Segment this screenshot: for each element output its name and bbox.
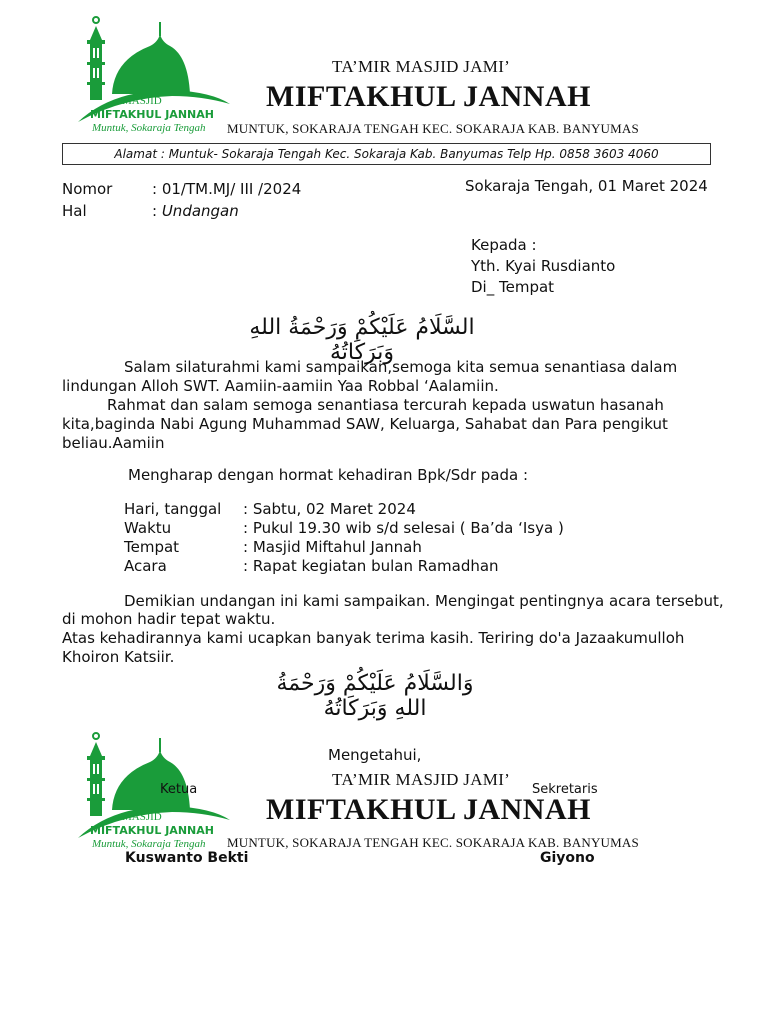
event-label-waktu: Waktu	[124, 519, 172, 537]
stamp-org-location: MUNTUK, SOKARAJA TENGAH KEC. SOKARAJA KAB. BANYUMAS	[227, 835, 639, 850]
recipient-line2: Yth. Kyai Rusdianto	[471, 257, 616, 275]
stamp-text-masjid: MASJID	[122, 811, 162, 823]
org-location: MUNTUK, SOKARAJA TENGAH KEC. SOKARAJA KAB. BANYUMAS	[227, 121, 639, 136]
hal-separator: :	[152, 202, 162, 220]
body-p2-line2: kita,baginda Nabi Agung Muhammad SAW, Keluarga, Sahabat dan Para pengikut	[62, 415, 668, 433]
nomor-label: Nomor	[62, 180, 113, 198]
ketua-name: Kuswanto Bekti	[125, 850, 249, 866]
hal-value-row	[152, 202, 239, 221]
closing-line2: di mohon hadir tepat waktu.	[62, 610, 276, 628]
mosque-stamp	[72, 728, 232, 858]
salam-closing: وَالسَّلَامُ عَلَيْكُمْ وَرَحْمَةُ اللهِ وَبَرَكَاتُهُ	[276, 671, 474, 721]
stamp-text-place: Muntuk, Sokaraja Tengah	[92, 838, 206, 850]
logo-text-masjid: MASJID	[122, 95, 162, 107]
org-line1: TA’MIR MASJID JAMI’	[332, 57, 511, 76]
sekretaris-name: Giyono	[540, 850, 595, 866]
place-date: Sokaraja Tengah, 01 Maret 2024	[465, 177, 708, 195]
hal-value: Undangan	[161, 202, 239, 220]
salam-opening: السَّلَامُ عَلَيْكُمْ وَرَحْمَةُ اللهِ وَبَرَكَاتُهُ	[249, 315, 475, 365]
body-invite: Mengharap dengan hormat kehadiran Bpk/Sdr pada :	[128, 466, 529, 484]
event-value-hari: : Sabtu, 02 Maret 2024	[243, 500, 416, 518]
stamp-org-name: MIFTAKHUL JANNAH	[266, 793, 591, 826]
stamp-org-line1: TA’MIR MASJID JAMI’	[332, 770, 511, 789]
event-label-tempat: Tempat	[124, 538, 180, 556]
body-p1-line1: Salam silaturahmi kami sampaikan,semoga kita semua senantiasa dalam	[124, 358, 678, 376]
event-value-tempat: : Masjid Miftahul Jannah	[243, 538, 422, 556]
nomor-value: : 01/TM.MJ/ III /2024	[152, 180, 302, 198]
closing-line4: Khoiron Katsiir.	[62, 648, 175, 666]
mosque-logo	[72, 12, 232, 142]
logo-text-place: Muntuk, Sokaraja Tengah	[92, 122, 206, 134]
org-name: MIFTAKHUL JANNAH	[266, 80, 591, 113]
event-value-waktu: : Pukul 19.30 wib s/d selesai ( Ba’da ‘Isya )	[243, 519, 564, 537]
body-p2-line3: beliau.Aamiin	[62, 434, 165, 452]
closing-line3: Atas kehadirannya kami ucapkan banyak terima kasih. Teriring do'a Jazaakumulloh	[62, 629, 685, 647]
body-p1-line2: lindungan Alloh SWT. Aamiin-aamiin Yaa Robbal ‘Aalamiin.	[62, 377, 499, 395]
closing-line1: Demikian undangan ini kami sampaikan. Mengingat pentingnya acara tersebut,	[124, 592, 724, 610]
body-p2-line1: Rahmat dan salam semoga senantiasa tercurah kepada uswatun hasanah	[107, 396, 664, 414]
event-label-hari: Hari, tanggal	[124, 500, 222, 518]
mengetahui: Mengetahui,	[328, 746, 422, 764]
sekretaris-label: Sekretaris	[532, 782, 598, 797]
logo-text-name: MIFTAKHUL JANNAH	[90, 108, 214, 121]
stamp-text-name: MIFTAKHUL JANNAH	[90, 824, 214, 837]
ketua-label: Ketua	[160, 782, 198, 797]
event-label-acara: Acara	[124, 557, 167, 575]
event-value-acara: : Rapat kegiatan bulan Ramadhan	[243, 557, 499, 575]
recipient-line1: Kepada :	[471, 236, 537, 254]
address-box: Alamat : Muntuk- Sokaraja Tengah Kec. Sokaraja Kab. Banyumas Telp Hp. 0858 3603 4060	[62, 143, 711, 165]
hal-label: Hal	[62, 202, 87, 220]
recipient-line3: Di_ Tempat	[471, 278, 555, 296]
